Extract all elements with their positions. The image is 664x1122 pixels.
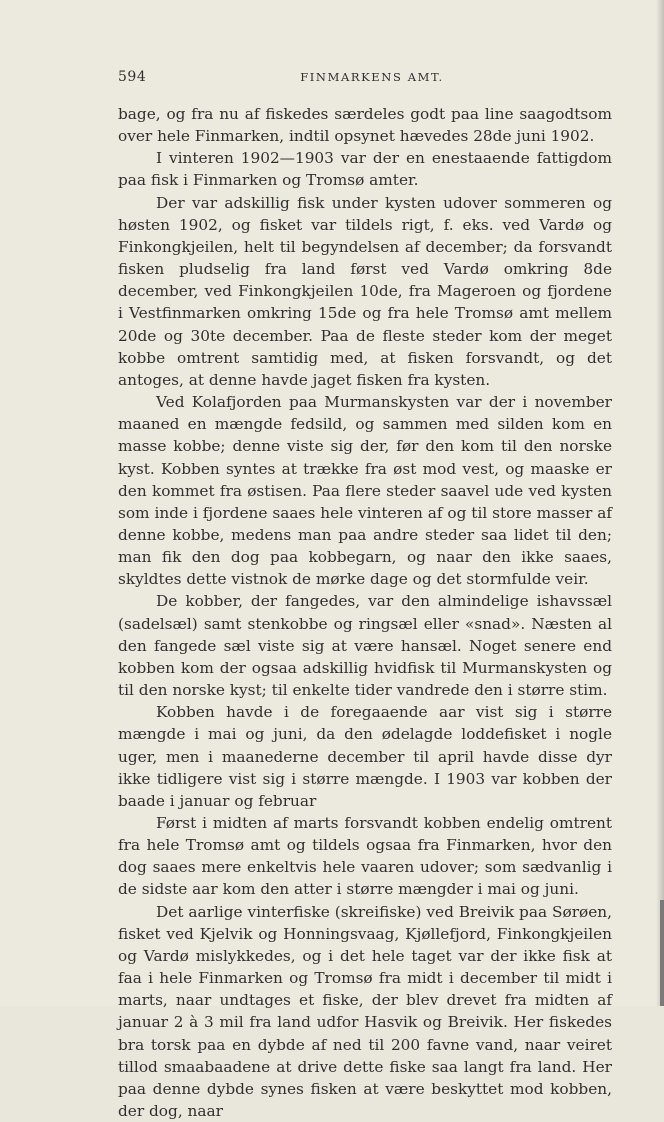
paragraph-continued: bage, og fra nu af fiskedes særdeles godt paa line saagodtsom over hele Finmarken, indtil opsynet hævedes 28de juni 1902.	[118, 105, 612, 146]
running-title: FINMARKENS AMT.	[300, 70, 444, 84]
paragraph: Ved Kolafjorden paa Murmanskysten var der i november maaned en mængde fedsild, og sammen med silden kom en masse kobbe; denne viste sig der, før den kom til den norske kyst. Kobben syntes at trække fra øst mod vest, og maaske er den kommet fra østisen. Paa flere steder saavel ude ved kysten som inde i fjordene saaes hele vinteren af og til store masser af denne kobbe, medens man paa andre steder saa lidet til den; man fik den dog paa kobbegarn, og naar den ikke saaes, skyldtes dette vistnok de mørke dage og det stormfulde veir.	[118, 393, 612, 589]
page-edge-shadow	[656, 0, 664, 1006]
page-number: 594	[118, 69, 147, 85]
paragraph: Kobben havde i de foregaaende aar vist sig i større mængde i mai og juni, da den ødelagde loddefisket i nogle uger, men i maanederne december til april havde disse dyr ikke tidligere vist sig i større mængde. I 1903 var kobben der baade i januar og februar	[118, 703, 612, 810]
paragraph: Det aarlige vinterfiske (skreifiske) ved Breivik paa Sørøen, fisket ved Kjelvik og Honningsvaag, Kjøllefjord, Finkongkjeilen og Vardø mislykkedes, og i det hele taget var der ikke fisk at faa i hele Finmarken og Tromsø fra midt i december til midt i marts, naar undtages et fiske, der blev drevet fra midten af januar 2 à 3 mil fra land udfor Hasvik og Breivik. Her fiskedes bra torsk paa en dybde af ned til 200 favne vand, naar veiret tillod smaabaadene at drive dette fiske saa langt fra land. Her paa denne dybde synes fisken at være beskyttet mod kobben, der dog, naar	[118, 902, 612, 1121]
page-header	[118, 69, 612, 87]
paragraph: De kobber, der fangedes, var den almindelige ishavssæl (sadelsæl) samt stenkobbe og ringsæl eller «snad». Næsten al den fangede sæl viste sig at være hansæl. Noget senere end kobben kom der ogsaa adskillig hvidfisk til Murmanskysten og til den norske kyst; til enkelte tider vandrede den i større stim.	[118, 592, 612, 700]
body-text	[118, 103, 612, 1122]
paragraph: Først i midten af marts forsvandt kobben endelig omtrent fra hele Tromsø amt og tildels ogsaa fra Finmarken, hvor den dog saaes mere enkeltvis hele vaaren udover; som sædvanlig i de sidste aar kom den atter i større mængder i mai og juni.	[118, 814, 612, 899]
page-edge-mark	[660, 900, 664, 1006]
paragraph: I vinteren 1902—1903 var der en enestaaende fattigdom paa fisk i Finmarken og Tromsø amter.	[118, 149, 612, 190]
paragraph: Der var adskillig fisk under kysten udover sommeren og høsten 1902, og fisket var tildels rigt, f. eks. ved Vardø og Finkongkjeilen, helt til begyndelsen af december; da forsvandt fisken pludselig fra land først ved Vardø omkring 8de december, ved Finkongkjeilen 10de, fra Mageroen og fjordene i Vestfinmarken omkring 15de og fra hele Tromsø amt mellem 20de og 30te december. Paa de fleste steder kom der meget kobbe omtrent samtidig med, at fisken forsvandt, og det antoges, at denne havde jaget fisken fra kysten.	[118, 193, 612, 389]
